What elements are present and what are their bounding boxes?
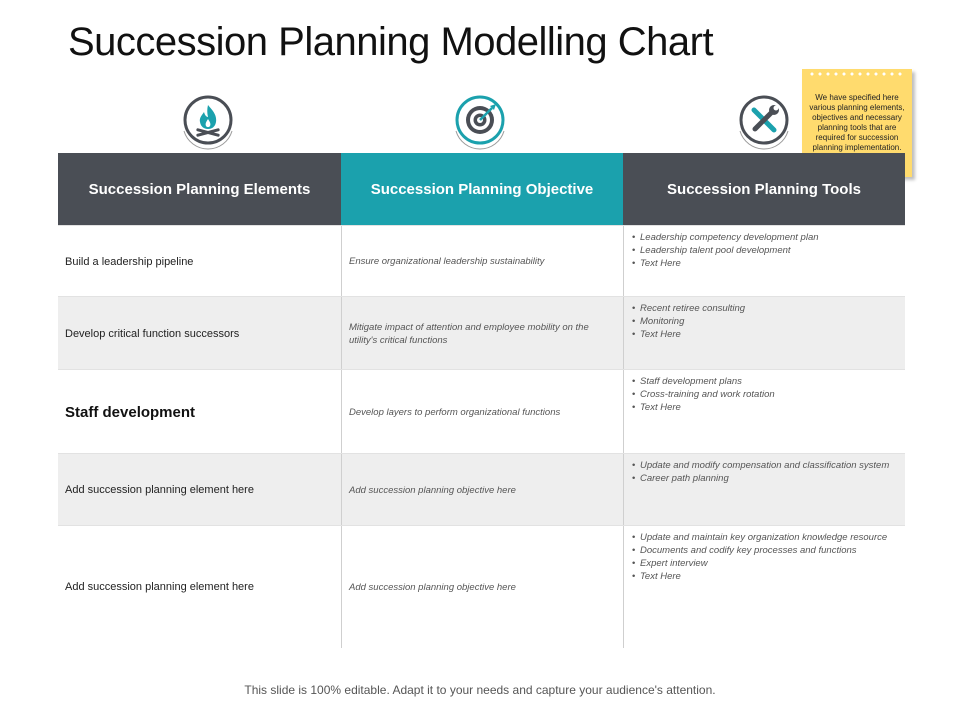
table-row — [58, 369, 905, 454]
note-perforation — [808, 72, 906, 76]
element-cell: Staff development — [65, 403, 196, 421]
footer-caption: This slide is 100% editable. Adapt it to your needs and capture your audience's attention. — [244, 683, 716, 697]
objective-cell: Add succession planning objective here — [349, 484, 516, 496]
header-elements: Succession Planning Elements — [58, 153, 341, 225]
table-row — [58, 453, 905, 526]
tool-item: • Text Here — [632, 570, 900, 583]
element-cell: Build a leadership pipeline — [65, 255, 194, 268]
tool-item: • Text Here — [632, 328, 900, 341]
note-text: We have specified here various planning elements, objectives and necessary planning tools that are required for succession planning implementation. — [809, 93, 905, 152]
tools-list — [624, 226, 906, 270]
tools-list — [624, 370, 906, 414]
tool-item: • Staff development plans — [632, 375, 900, 388]
tool-item: • Update and maintain key organization knowledge resource — [632, 531, 900, 544]
tool-item: • Cross-training and work rotation — [632, 388, 900, 401]
tool-item: • Documents and codify key processes and functions — [632, 544, 900, 557]
tool-item: • Recent retiree consulting — [632, 302, 900, 315]
element-cell: Add succession planning element here — [65, 581, 254, 593]
tools-list — [624, 454, 906, 485]
table-row — [58, 225, 905, 297]
table-row — [58, 296, 905, 370]
header-objective: Succession Planning Objective — [341, 153, 623, 225]
element-cell: Add succession planning element here — [65, 484, 254, 496]
tool-item: • Text Here — [632, 401, 900, 414]
page-title: Succession Planning Modelling Chart — [68, 20, 714, 64]
tools-list — [624, 297, 906, 341]
tools-list — [624, 526, 906, 583]
tool-item: • Expert interview — [632, 557, 900, 570]
objective-cell: Add succession planning objective here — [349, 581, 516, 593]
tool-item: • Leadership talent pool development — [632, 244, 900, 257]
tool-item: • Leadership competency development plan — [632, 231, 900, 244]
objective-cell: Mitigate impact of attention and employee mobility on the utility's critical functions — [349, 321, 589, 346]
tool-item: • Text Here — [632, 257, 900, 270]
tool-item: • Career path planning — [632, 472, 900, 485]
element-cell: Develop critical function successors — [65, 327, 240, 340]
tool-item: • Monitoring — [632, 315, 900, 328]
tools-icon — [734, 95, 794, 155]
target-icon — [450, 95, 510, 155]
fire-icon — [178, 95, 238, 155]
tool-item: • Update and modify compensation and classification system — [632, 459, 900, 472]
objective-cell: Ensure organizational leadership sustainability — [349, 256, 545, 267]
objective-cell: Develop layers to perform organizational functions — [349, 406, 561, 418]
header-tools: Succession Planning Tools — [623, 153, 905, 225]
table-row — [58, 525, 905, 648]
